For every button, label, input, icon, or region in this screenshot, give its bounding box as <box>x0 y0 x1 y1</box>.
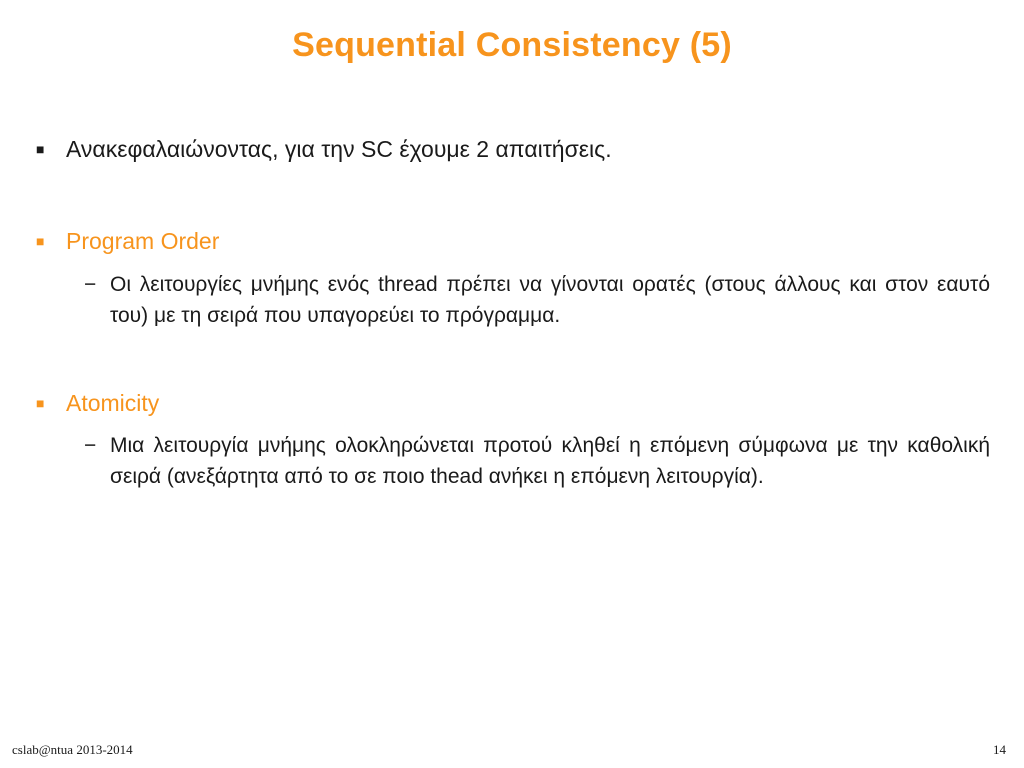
sub-bullet-program-order <box>84 269 990 331</box>
sub-bullet-text: Μια λειτουργία μνήμης ολοκληρώνεται προτού κληθεί η επόμενη σύμφωνα με την καθολική σειρά (ανεξάρτητα από το σε ποιο thead ανήκει η επόμενη λειτουργία). <box>110 434 990 488</box>
footer-credit: cslab@ntua 2013-2014 <box>12 742 133 757</box>
slide-title: Sequential Consistency (5) <box>292 26 732 64</box>
sub-bullet-atomicity <box>84 430 990 492</box>
dash-bullet-icon: − <box>84 434 97 457</box>
square-bullet-icon: ■ <box>36 233 45 249</box>
bullet-text: Ανακεφαλαιώνοντας, για την SC έχουμε 2 απαιτήσεις. <box>66 136 612 162</box>
bullet-program-order <box>36 228 996 255</box>
bullet-summary <box>36 136 996 163</box>
bullet-heading: Atomicity <box>66 390 160 416</box>
page-number: 14 <box>993 742 1006 757</box>
bullet-atomicity <box>36 390 996 417</box>
sub-bullet-text: Οι λειτουργίες μνήμης ενός thread πρέπει να γίνονται ορατές (στους άλλους και στον εαυτό του) με τη σειρά που υπαγορεύει το πρόγραμμα. <box>110 273 990 327</box>
dash-bullet-icon: − <box>84 273 97 296</box>
square-bullet-icon: ■ <box>36 141 45 157</box>
square-bullet-icon: ■ <box>36 395 45 411</box>
bullet-heading: Program Order <box>66 228 220 254</box>
